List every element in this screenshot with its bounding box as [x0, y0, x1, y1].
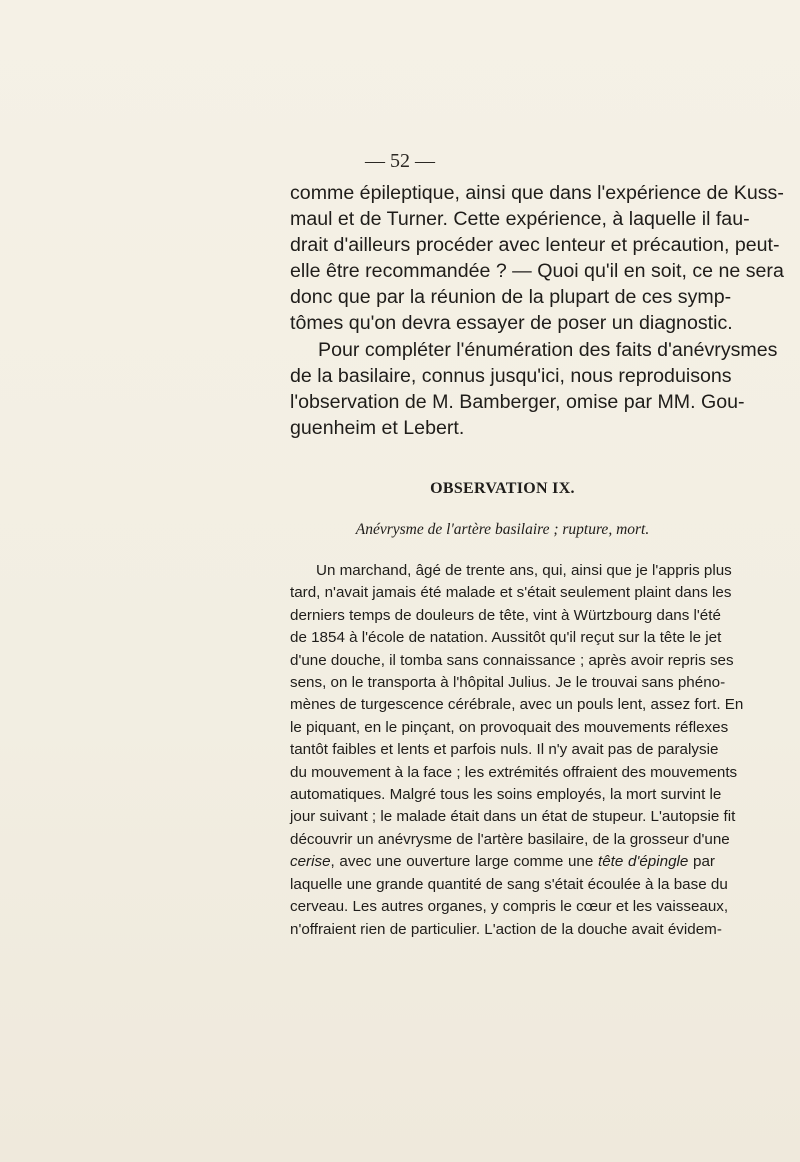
text-line: découvrir un anévrysme de l'artère basilaire, de la grosseur d'une [290, 830, 730, 848]
text-fragment: par [688, 853, 715, 871]
text-line: l'observation de M. Bamberger, omise par MM. Gou- [290, 390, 745, 413]
text-line: sens, on le transporta à l'hôpital Julius. Je le trouvai sans phéno- [290, 674, 726, 692]
text-line: guenheim et Lebert. [290, 416, 465, 439]
text-line: mènes de turgescence cérébrale, avec un pouls lent, assez fort. En [290, 696, 744, 714]
text-fragment: , avec une ouverture large comme une [330, 853, 598, 871]
text-line: tômes qu'on devra essayer de poser un diagnostic. [290, 312, 733, 335]
text-line: jour suivant ; le malade était dans un état de stupeur. L'autopsie fit [290, 808, 736, 826]
text-line: n'offraient rien de particulier. L'action de la douche avait évidem- [290, 920, 722, 938]
text-line: d'une douche, il tomba sans connaissance ; après avoir repris ses [290, 651, 734, 669]
text-line: automatiques. Malgré tous les soins employés, la mort survint le [290, 786, 722, 804]
text-line: Un marchand, âgé de trente ans, qui, ainsi que je l'appris plus [316, 562, 732, 579]
observation-subtitle: Anévrysme de l'artère basilaire ; rupture, mort. [355, 521, 650, 538]
text-line: le piquant, en le pinçant, on provoquait des mouvements réflexes [290, 718, 729, 736]
text-line: de la basilaire, connus jusqu'ici, nous reproduisons [290, 364, 732, 387]
page-number: — 52 — [365, 150, 435, 172]
text-line: laquelle une grande quantité de sang s'était écoulée à la base du [290, 875, 728, 893]
case-report-paragraph [290, 560, 744, 941]
italic-phrase-tete-d-epingle: tête d'épingle [598, 853, 689, 871]
italic-word-cerise: cerise [290, 853, 331, 871]
text-line: comme épileptique, ainsi que dans l'expérience de Kuss- [290, 182, 784, 204]
text-line: Pour compléter l'énumération des faits d'anévrysmes [318, 338, 778, 361]
intro-paragraph [290, 180, 784, 441]
text-line: du mouvement à la face ; les extrémités offraient des mouvements [290, 763, 738, 781]
text-line: tantôt faibles et lents et parfois nuls. Il n'y avait pas de paralysie [290, 741, 719, 759]
text-line: de 1854 à l'école de natation. Aussitôt qu'il reçut sur la tête le jet [290, 629, 722, 647]
text-line: tard, n'avait jamais été malade et s'était seulement plaint dans les [290, 584, 732, 602]
text-line-mixed [290, 851, 715, 873]
observation-title: OBSERVATION IX. [430, 480, 575, 497]
text-line: cerveau. Les autres organes, y compris le cœur et les vaisseaux, [290, 898, 729, 916]
text-line: derniers temps de douleurs de tête, vint à Würtzbourg dans l'été [290, 606, 721, 624]
text-line: donc que par la réunion de la plupart de ces symp- [290, 286, 732, 309]
text-line: maul et de Turner. Cette expérience, à laquelle il fau- [290, 208, 750, 231]
text-line: drait d'ailleurs procéder avec lenteur et précaution, peut- [290, 234, 780, 257]
text-line: elle être recommandée ? — Quoi qu'il en soit, ce ne sera [290, 260, 784, 283]
